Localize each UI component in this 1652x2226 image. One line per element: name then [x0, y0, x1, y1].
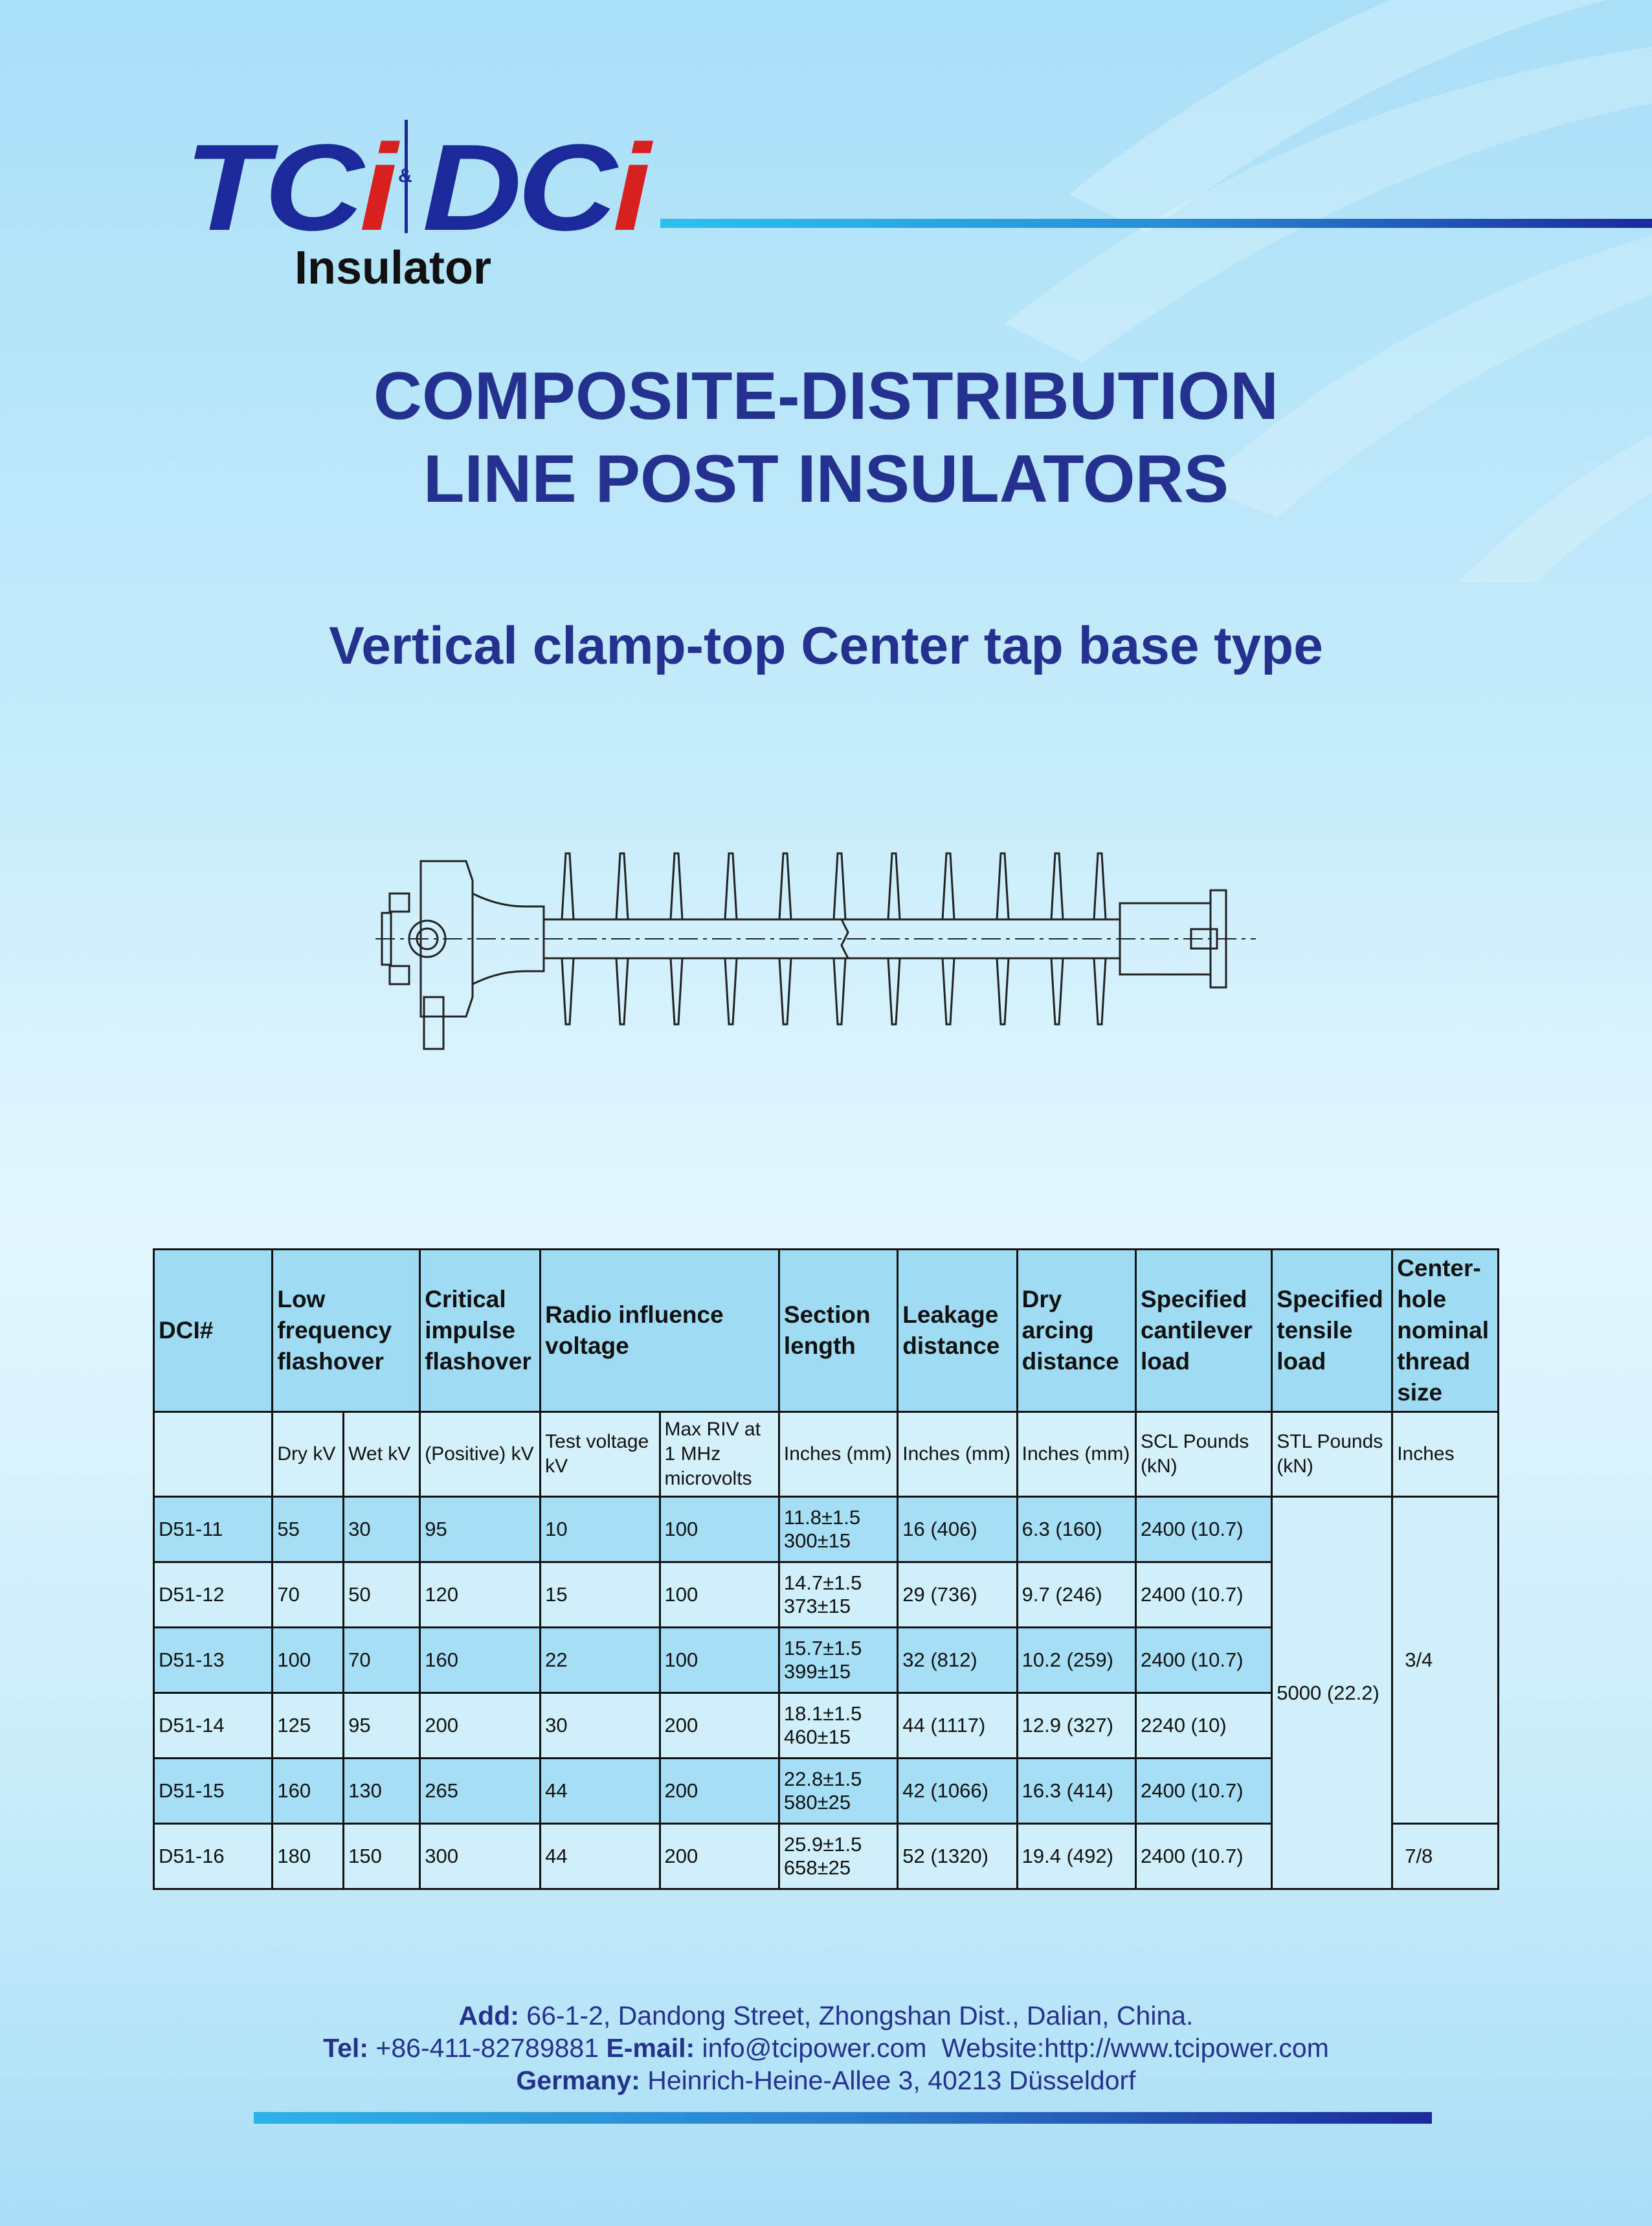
cell-test: 15 — [541, 1562, 660, 1628]
cell-cfo: 160 — [420, 1628, 541, 1693]
specifications-table — [153, 1248, 1499, 1890]
cell-scl: 2400 (10.7) — [1135, 1628, 1271, 1693]
subheader-test-voltage: Test voltage kV — [541, 1412, 660, 1497]
cell-thread: 7/8 — [1392, 1824, 1499, 1889]
cell-section: 22.8±1.5 580±25 — [779, 1759, 897, 1824]
cell-arcing: 16.3 (414) — [1017, 1759, 1135, 1824]
cell-scl: 2240 (10) — [1135, 1693, 1271, 1759]
cell-wet: 130 — [344, 1759, 420, 1824]
insulator-drawing — [375, 842, 1256, 1055]
cell-leakage: 32 (812) — [898, 1628, 1017, 1693]
cell-section: 18.1±1.5 460±15 — [779, 1693, 897, 1759]
header-rule — [660, 219, 1652, 228]
header-critical-impulse: Critical impulse flashover — [420, 1250, 541, 1412]
cell-scl: 2400 (10.7) — [1135, 1497, 1271, 1562]
company-logo — [184, 119, 651, 301]
cell-stl-merged: 5000 (22.2) — [1272, 1497, 1392, 1889]
cell-section: 25.9±1.5 658±25 — [779, 1824, 897, 1889]
subheader-empty — [154, 1412, 273, 1497]
cell-thread-merged: 3/4 — [1392, 1497, 1499, 1824]
cell-arcing: 9.7 (246) — [1017, 1562, 1135, 1628]
cell-test: 22 — [541, 1628, 660, 1693]
cell-dry: 160 — [273, 1759, 344, 1824]
footer-rule — [254, 2112, 1432, 2124]
subheader-stl: STL Pounds (kN) — [1272, 1412, 1392, 1497]
cell-cfo: 95 — [420, 1497, 541, 1562]
header-dry-arcing: Dry arcing distance — [1017, 1250, 1135, 1412]
cell-test: 30 — [541, 1693, 660, 1759]
cell-cfo: 265 — [420, 1759, 541, 1824]
cell-arcing: 6.3 (160) — [1017, 1497, 1135, 1562]
footer-address: Add: 66-1-2, Dandong Street, Zhongshan Dist., Dalian, China. — [458, 2001, 1194, 2030]
cell-dry: 125 — [273, 1693, 344, 1759]
cell-riv: 100 — [660, 1562, 779, 1628]
header-radio-influence: Radio influence voltage — [541, 1250, 779, 1412]
header-low-frequency: Low frequency flashover — [273, 1250, 420, 1412]
subheader-arcing: Inches (mm) — [1017, 1412, 1135, 1497]
subheader-positive: (Positive) kV — [420, 1412, 541, 1497]
cell-cfo: 120 — [420, 1562, 541, 1628]
table-row — [154, 1497, 1499, 1562]
cell-id: D51-14 — [154, 1693, 273, 1759]
cell-wet: 95 — [344, 1693, 420, 1759]
cell-dry: 100 — [273, 1628, 344, 1693]
cell-wet: 70 — [344, 1628, 420, 1693]
cell-id: D51-12 — [154, 1562, 273, 1628]
cell-id: D51-11 — [154, 1497, 273, 1562]
header-tensile-load: Specified tensile load — [1272, 1250, 1392, 1412]
cell-arcing: 10.2 (259) — [1017, 1628, 1135, 1693]
cell-test: 10 — [541, 1497, 660, 1562]
logo-wordmark: TCi DCi — [184, 119, 647, 256]
cell-section: 14.7±1.5 373±15 — [779, 1562, 897, 1628]
cell-leakage: 44 (1117) — [898, 1693, 1017, 1759]
cell-test: 44 — [541, 1759, 660, 1824]
subheader-dry: Dry kV — [273, 1412, 344, 1497]
subheader-max-riv: Max RIV at 1 MHz microvolts — [660, 1412, 779, 1497]
table-subheader-row — [154, 1412, 1499, 1497]
cell-leakage: 52 (1320) — [898, 1824, 1017, 1889]
footer-germany: Germany: Heinrich-Heine-Allee 3, 40213 Düsseldorf — [516, 2065, 1136, 2095]
subheader-thread: Inches — [1392, 1412, 1499, 1497]
cell-arcing: 12.9 (327) — [1017, 1693, 1135, 1759]
cell-riv: 200 — [660, 1693, 779, 1759]
email-link[interactable]: info@tcipower.com — [702, 2033, 927, 2063]
cell-dry: 70 — [273, 1562, 344, 1628]
footer-contact: Tel: +86-411-82789881 E-mail: info@tcipower.com Website:http://www.tcipower.com — [323, 2033, 1329, 2063]
logo-subtitle: Insulator — [295, 242, 492, 294]
cell-test: 44 — [541, 1824, 660, 1889]
cell-section: 11.8±1.5 300±15 — [779, 1497, 897, 1562]
cell-section: 15.7±1.5 399±15 — [779, 1628, 897, 1693]
page-title: COMPOSITE-DISTRIBUTION LINE POST INSULATORS — [373, 359, 1279, 517]
subheader-wet: Wet kV — [344, 1412, 420, 1497]
header-section-length: Section length — [779, 1250, 897, 1412]
cell-wet: 50 — [344, 1562, 420, 1628]
cell-dry: 55 — [273, 1497, 344, 1562]
cell-id: D51-13 — [154, 1628, 273, 1693]
cell-scl: 2400 (10.7) — [1135, 1562, 1271, 1628]
cell-scl: 2400 (10.7) — [1135, 1759, 1271, 1824]
page-subtitle: Vertical clamp-top Center tap base type — [329, 616, 1323, 675]
header-cantilever-load: Specified cantilever load — [1135, 1250, 1271, 1412]
cell-cfo: 200 — [420, 1693, 541, 1759]
cell-id: D51-15 — [154, 1759, 273, 1824]
cell-wet: 150 — [344, 1824, 420, 1889]
subheader-section: Inches (mm) — [779, 1412, 897, 1497]
cell-scl: 2400 (10.7) — [1135, 1824, 1271, 1889]
cell-arcing: 19.4 (492) — [1017, 1824, 1135, 1889]
cell-leakage: 29 (736) — [898, 1562, 1017, 1628]
subheader-leakage: Inches (mm) — [898, 1412, 1017, 1497]
cell-riv: 200 — [660, 1824, 779, 1889]
cell-cfo: 300 — [420, 1824, 541, 1889]
cell-riv: 200 — [660, 1759, 779, 1824]
cell-id: D51-16 — [154, 1824, 273, 1889]
cell-leakage: 42 (1066) — [898, 1759, 1017, 1824]
cell-wet: 30 — [344, 1497, 420, 1562]
cell-dry: 180 — [273, 1824, 344, 1889]
logo-ampersand: & — [398, 165, 412, 186]
header-leakage-distance: Leakage distance — [898, 1250, 1017, 1412]
header-dci: DCI# — [154, 1250, 273, 1412]
subheader-scl: SCL Pounds (kN) — [1135, 1412, 1271, 1497]
website-link[interactable]: Website:http://www.tcipower.com — [941, 2033, 1329, 2063]
cell-riv: 100 — [660, 1628, 779, 1693]
cell-riv: 100 — [660, 1497, 779, 1562]
header-center-hole: Center-hole nominal thread size — [1392, 1250, 1499, 1412]
cell-leakage: 16 (406) — [898, 1497, 1017, 1562]
table-header-row — [154, 1250, 1499, 1412]
